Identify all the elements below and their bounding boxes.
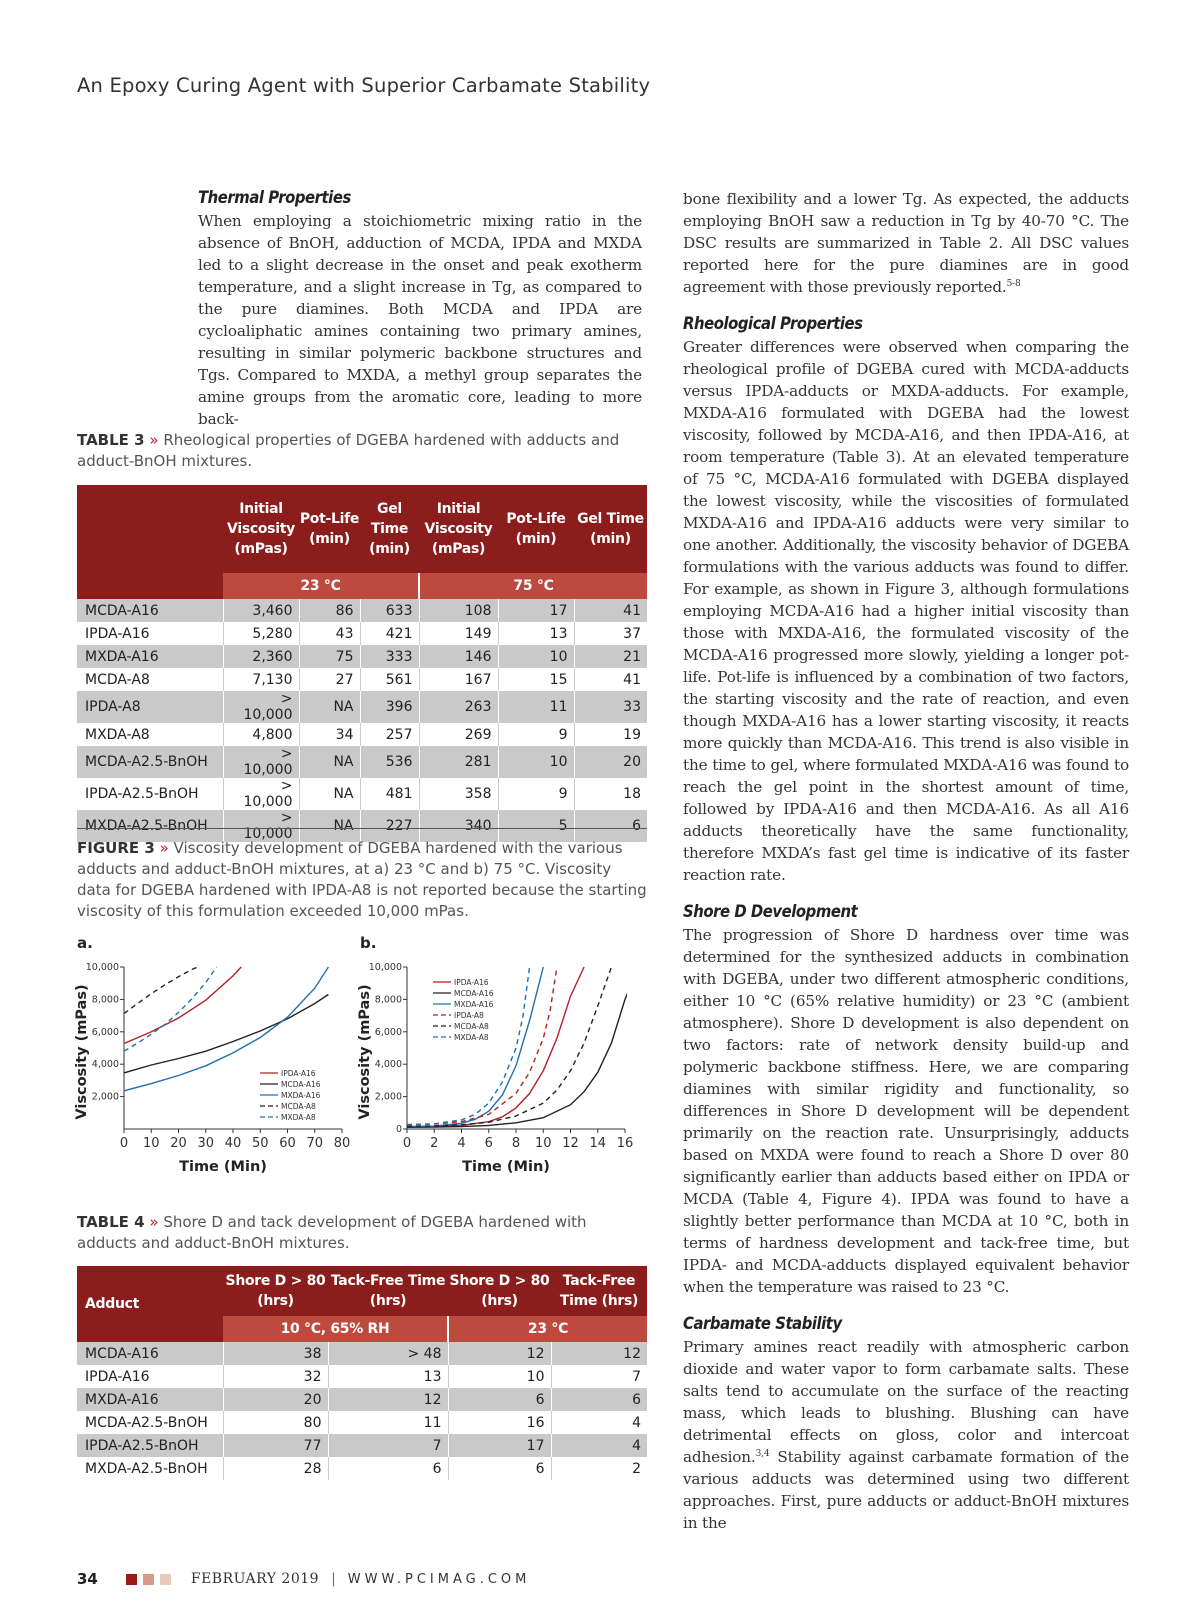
table-cell: 12: [448, 1342, 551, 1365]
table3: [77, 485, 647, 842]
table-cell: NA: [299, 746, 360, 778]
x-tick-label: 12: [562, 1136, 579, 1151]
raquo-glyph: »: [149, 431, 159, 449]
table-cell: 18: [574, 778, 647, 810]
x-tick-label: 60: [279, 1136, 296, 1151]
table-row: [77, 723, 647, 746]
table-cell: 19: [574, 723, 647, 746]
raquo-glyph: »: [149, 1213, 159, 1231]
row-label: IPDA-A2.5-BnOH: [77, 778, 223, 810]
table4-adduct-header: Adduct: [77, 1266, 223, 1342]
figure3-caption: [77, 838, 647, 922]
table-cell: 6: [328, 1457, 448, 1480]
table-cell: 13: [498, 622, 574, 645]
x-tick-label: 70: [306, 1136, 324, 1151]
table-row: [77, 622, 647, 645]
table-cell: 6: [551, 1388, 647, 1411]
table-cell: 11: [498, 691, 574, 723]
table-row: [77, 778, 647, 810]
table-cell: 32: [223, 1365, 328, 1388]
table-row: [77, 1365, 647, 1388]
table-cell: 80: [223, 1411, 328, 1434]
table-cell: 2,360: [223, 645, 299, 668]
panel-a-label: a.: [77, 934, 93, 952]
table-row: [77, 746, 647, 778]
shore-heading: Shore D Development: [683, 902, 858, 921]
table3-header: Gel Time (min): [574, 485, 647, 573]
row-label: MCDA-A2.5-BnOH: [77, 746, 223, 778]
table-cell: 561: [360, 668, 419, 691]
table-cell: 9: [498, 723, 574, 746]
legend-label: MXDA-A16: [454, 1000, 494, 1009]
table-cell: 12: [328, 1388, 448, 1411]
table-cell: 4: [551, 1434, 647, 1457]
legend-label: IPDA-A16: [281, 1069, 316, 1078]
series-line: [124, 967, 217, 1051]
table-cell: 16: [448, 1411, 551, 1434]
table3-header: Pot-Life (min): [299, 485, 360, 573]
table4-body: [77, 1342, 647, 1480]
x-tick-label: 2: [430, 1136, 439, 1151]
series-line: [124, 967, 198, 1014]
table-cell: 257: [360, 723, 419, 746]
table-cell: 34: [299, 723, 360, 746]
series-line: [407, 967, 611, 1126]
table-cell: 33: [574, 691, 647, 723]
footer-square-icon: [126, 1574, 137, 1585]
legend-label: IPDA-A8: [454, 1011, 484, 1020]
row-label: MXDA-A8: [77, 723, 223, 746]
table-cell: 37: [574, 622, 647, 645]
table-cell: 5: [498, 810, 574, 842]
rheological-text: Greater differences were observed when comparing the rheological profile of DGEBA cured with MCDA-adducts versus IPDA-adducts or MXDA-adducts. For example, MXDA-A16 formulated with DGEBA had the lowest viscosity, followed by MCDA-A16, and then IPDA-A16, at room temperature (Table 3). At an elevated temperature of 75 °C, MCDA-A16 formulated with DGEBA displayed the lowest viscosity, while the viscosities of formulated MXDA-A16 and IPDA-A16 adducts were very similar to one another. Additionally, the viscosity behavior of DGEBA formulations with the various adducts was found to differ. For example, as shown in Figure 3, although formulations employing MCDA-A16 had a higher initial viscosity than those with MXDA-A16, the formulated viscosity of the MCDA-A16 progressed more slowly, yielding a longer pot-life. Pot-life is influenced by a combination of two factors, the starting viscosity and the rate of reaction, and even though MXDA-A16 has a lower starting viscosity, it reacts more quickly than MCDA-A16. This trend is also visible in the time to gel, where formulated MXDA-A16 was found to reach the gel point in the shortest amount of time, followed by IPDA-A16 and then MCDA-A16. As all A16 adducts theoretically have the same functionality, therefore MXDA’s fast gel time is indicative of its faster reaction rate.: [683, 338, 1129, 884]
table-cell: 5,280: [223, 622, 299, 645]
table-cell: > 10,000: [223, 778, 299, 810]
table-cell: 421: [360, 622, 419, 645]
figure3-label: FIGURE 3: [77, 839, 155, 857]
table3-group-23c: 23 °C: [223, 573, 419, 599]
y-tick-label: 2,000: [91, 1091, 119, 1103]
legend-label: MCDA-A16: [281, 1080, 321, 1089]
table-cell: 4,800: [223, 723, 299, 746]
table-cell: 20: [223, 1388, 328, 1411]
rheological-heading: Rheological Properties: [683, 314, 863, 333]
thermal-heading: Thermal Properties: [198, 188, 351, 207]
row-label: IPDA-A16: [77, 622, 223, 645]
y-tick-label: 4,000: [91, 1059, 119, 1071]
panel-b-label: b.: [360, 934, 377, 952]
table4-group-10c: 10 °C, 65% RH: [223, 1316, 448, 1342]
row-label: MXDA-A2.5-BnOH: [77, 810, 223, 842]
x-tick-label: 10: [142, 1136, 160, 1151]
table-cell: 21: [574, 645, 647, 668]
table-cell: 108: [419, 599, 498, 622]
row-label: IPDA-A16: [77, 1365, 223, 1388]
continued-text: bone flexibility and a lower Tg. As expected, the adducts employing BnOH saw a reduction in Tg by 40-70 °C. The DSC results are summarized in Table 2. All DSC values reported here for the pure diamines are in good agreement with those previously reported.: [683, 190, 1129, 296]
figure3-caption-text: Viscosity development of DGEBA hardened with the various adducts and adduct-BnOH mixtures, at a) 23 °C and b) 75 °C. Viscosity data for DGEBA hardened with IPDA-A8 is not reported because the starting viscosity of this formulation exceeded 10,000 mPas.: [77, 839, 647, 920]
table-row: [77, 599, 647, 622]
carbamate-heading: Carbamate Stability: [683, 1314, 842, 1333]
table-cell: 6: [574, 810, 647, 842]
table3-label: TABLE 3: [77, 431, 145, 449]
table-cell: NA: [299, 778, 360, 810]
table-row: [77, 1434, 647, 1457]
x-tick-label: 30: [197, 1136, 215, 1151]
table-row: [77, 668, 647, 691]
table4-caption-text: Shore D and tack development of DGEBA hardened with adducts and adduct-BnOH mixtures.: [77, 1213, 587, 1252]
x-tick-label: 10: [534, 1136, 552, 1151]
table-cell: 269: [419, 723, 498, 746]
table-cell: 263: [419, 691, 498, 723]
table3-header: Gel Time (min): [360, 485, 419, 573]
series-line: [407, 967, 639, 1127]
table-cell: 7: [328, 1434, 448, 1457]
table3-caption: [77, 430, 647, 472]
table-cell: 633: [360, 599, 419, 622]
legend-label: MXDA-A8: [281, 1113, 316, 1122]
y-axis-label: Viscosity (mPas): [357, 984, 373, 1120]
x-tick-label: 14: [589, 1136, 607, 1151]
page-number: 34: [77, 1570, 98, 1588]
y-tick-label: 10,000: [85, 962, 119, 973]
chart-panel-a: [72, 955, 362, 1200]
row-label: MCDA-A2.5-BnOH: [77, 1411, 223, 1434]
x-tick-label: 4: [457, 1136, 466, 1151]
table-cell: 9: [498, 778, 574, 810]
table-cell: 75: [299, 645, 360, 668]
table-cell: 17: [448, 1434, 551, 1457]
y-tick-label: 6,000: [374, 1026, 402, 1038]
table-cell: 10: [498, 746, 574, 778]
row-label: MXDA-A16: [77, 645, 223, 668]
table-cell: 333: [360, 645, 419, 668]
x-tick-label: 20: [170, 1136, 187, 1151]
table4-header: Shore D > 80 (hrs): [223, 1266, 328, 1316]
y-tick-label: 6,000: [91, 1026, 119, 1038]
page-footer: [77, 1570, 530, 1588]
table3-corner: [77, 485, 223, 573]
carbamate-text-1: Primary amines react readily with atmospheric carbon dioxide and water vapor to form carbamate salts. These salts tend to accumulate on the surface of the reacting mass, which leads to blushing. Blushing can have detrimental effects on gloss, color and intercoat adhesion.: [683, 1338, 1129, 1466]
table-cell: 12: [551, 1342, 647, 1365]
table-cell: > 48: [328, 1342, 448, 1365]
table4-label: TABLE 4: [77, 1213, 145, 1231]
raquo-glyph: »: [159, 839, 169, 857]
table-row: [77, 1342, 647, 1365]
x-tick-label: 6: [484, 1136, 493, 1151]
table-cell: 41: [574, 599, 647, 622]
x-tick-label: 50: [251, 1136, 269, 1151]
table-cell: 2: [551, 1457, 647, 1480]
legend-label: MCDA-A16: [454, 989, 494, 998]
x-tick-label: 40: [224, 1136, 242, 1151]
table-cell: 358: [419, 778, 498, 810]
table4-caption: [77, 1212, 647, 1254]
table-cell: 7,130: [223, 668, 299, 691]
thermal-text: When employing a stoichiometric mixing ratio in the absence of BnOH, adduction of MCDA, IPDA and MXDA led to a slight decrease in the onset and peak exotherm temperature, and a slight increase in Tg, as compared to the pure diamines. Both MCDA and IPDA are cycloaliphatic amines containing two primary amines, resulting in similar polymeric backbone structures and Tgs. Compared to MXDA, a methyl group separates the amine groups from the aromatic core, leading to more back-: [198, 212, 642, 428]
y-tick-label: 10,000: [368, 962, 402, 973]
table-cell: 43: [299, 622, 360, 645]
table-cell: 28: [223, 1457, 328, 1480]
x-axis-label: Time (Min): [179, 1159, 267, 1175]
carbamate-ref: 3,4: [755, 1449, 770, 1459]
table-cell: 15: [498, 668, 574, 691]
table-cell: 340: [419, 810, 498, 842]
table-cell: > 10,000: [223, 746, 299, 778]
y-tick-label: 4,000: [374, 1059, 402, 1071]
table-cell: 146: [419, 645, 498, 668]
table-cell: 77: [223, 1434, 328, 1457]
table-row: [77, 691, 647, 723]
table-cell: 20: [574, 746, 647, 778]
chart-panel-b: [355, 955, 645, 1200]
table-row: [77, 1411, 647, 1434]
carbamate-paragraph: [683, 1336, 1129, 1534]
row-label: IPDA-A2.5-BnOH: [77, 1434, 223, 1457]
table3-group-75c: 75 °C: [419, 573, 647, 599]
table-cell: 38: [223, 1342, 328, 1365]
table-cell: 13: [328, 1365, 448, 1388]
table-cell: 10: [498, 645, 574, 668]
ref-superscript: 5-8: [1006, 279, 1021, 289]
continued-paragraph: [683, 188, 1129, 298]
table4-group-23c: 23 °C: [448, 1316, 647, 1342]
y-tick-label: 8,000: [374, 994, 402, 1006]
table-cell: 481: [360, 778, 419, 810]
x-tick-label: 0: [402, 1136, 412, 1151]
issue-date: FEBRUARY 2019: [190, 1571, 320, 1587]
legend-label: MCDA-A8: [281, 1102, 316, 1111]
row-label: IPDA-A8: [77, 691, 223, 723]
table3-header: Pot-Life (min): [498, 485, 574, 573]
table-cell: 6: [448, 1457, 551, 1480]
table3-header: Initial Viscosity (mPas): [419, 485, 498, 573]
shore-text: The progression of Shore D hardness over time was determined for the synthesized adducts in combination with DGEBA, under two different atmospheric conditions, either 10 °C (65% relative humidity) or 23 °C (ambient atmosphere). Shore D development is also dependent on two factors: rate of network density build-up and polymeric backbone stiffness. Here, we are comparing diamines with similar rigidity and functionality, so differences in Shore D development will be dependent primarily on the reaction rate. Unsurprisingly, adducts based on MXDA were found to reach a Shore D over 80 significantly earlier than adducts based either on IPDA or MCDA (Table 4, Figure 4). IPDA was found to have a slightly better performance than MCDA at 10 °C, both in terms of hardness development and tack-free time, but IPDA- and MCDA-adducts displayed equivalent behavior when the temperature was raised to 23 °C.: [683, 926, 1129, 1296]
table4: [77, 1266, 647, 1480]
right-column: [683, 188, 1129, 1534]
x-axis-label: Time (Min): [462, 1159, 550, 1175]
table4-header: Shore D > 80 (hrs): [448, 1266, 551, 1316]
legend-label: MCDA-A8: [454, 1022, 489, 1031]
table3-body: [77, 599, 647, 842]
y-tick-label: 8,000: [91, 994, 119, 1006]
table-cell: 4: [551, 1411, 647, 1434]
footer-square-icon: [160, 1574, 171, 1585]
left-column: [198, 188, 642, 430]
legend-label: IPDA-A16: [454, 978, 489, 987]
x-tick-label: 16: [616, 1136, 634, 1151]
table3-header: Initial Viscosity (mPas): [223, 485, 299, 573]
row-label: MCDA-A16: [77, 599, 223, 622]
table3-corner-sub: [77, 573, 223, 599]
figure3-rule: [77, 828, 647, 829]
table-cell: 167: [419, 668, 498, 691]
y-tick-label: 2,000: [374, 1091, 402, 1103]
x-tick-label: 8: [511, 1136, 521, 1151]
table-cell: 86: [299, 599, 360, 622]
row-label: MXDA-A2.5-BnOH: [77, 1457, 223, 1480]
footer-separator: |: [331, 1571, 336, 1587]
table3-caption-text: Rheological properties of DGEBA hardened with adducts and adduct-BnOH mixtures.: [77, 431, 620, 470]
table-row: [77, 1388, 647, 1411]
table-cell: NA: [299, 691, 360, 723]
table-cell: 536: [360, 746, 419, 778]
running-head: An Epoxy Curing Agent with Superior Carbamate Stability: [77, 74, 651, 97]
y-tick-label: 0: [395, 1124, 402, 1135]
table4-header: Tack-Free Time (hrs): [551, 1266, 647, 1316]
legend-label: MXDA-A16: [281, 1091, 321, 1100]
y-axis-label: Viscosity (mPas): [74, 984, 90, 1120]
series-line: [124, 967, 241, 1044]
website-link[interactable]: WWW.PCIMAG.COM: [347, 1571, 531, 1587]
carbamate-text-2: Stability against carbamate formation of the various adducts was determined using two different approaches. First, pure adducts or adduct-BnOH mixtures in the: [683, 1448, 1129, 1532]
table-row: [77, 1457, 647, 1480]
table-cell: 281: [419, 746, 498, 778]
table-cell: > 10,000: [223, 810, 299, 842]
table-cell: 3,460: [223, 599, 299, 622]
row-label: MXDA-A16: [77, 1388, 223, 1411]
table-cell: 11: [328, 1411, 448, 1434]
row-label: MCDA-A16: [77, 1342, 223, 1365]
table-cell: 7: [551, 1365, 647, 1388]
table-cell: 17: [498, 599, 574, 622]
table-cell: 10: [448, 1365, 551, 1388]
row-label: MCDA-A8: [77, 668, 223, 691]
table-cell: 227: [360, 810, 419, 842]
table-cell: 41: [574, 668, 647, 691]
x-tick-label: 80: [333, 1136, 351, 1151]
table-row: [77, 645, 647, 668]
x-tick-label: 0: [119, 1136, 129, 1151]
table-cell: 396: [360, 691, 419, 723]
table4-header: Tack-Free Time (hrs): [328, 1266, 448, 1316]
table-cell: 27: [299, 668, 360, 691]
legend-label: MXDA-A8: [454, 1033, 489, 1042]
footer-square-icon: [143, 1574, 154, 1585]
table-cell: 149: [419, 622, 498, 645]
table-cell: 6: [448, 1388, 551, 1411]
table-cell: > 10,000: [223, 691, 299, 723]
table-cell: NA: [299, 810, 360, 842]
